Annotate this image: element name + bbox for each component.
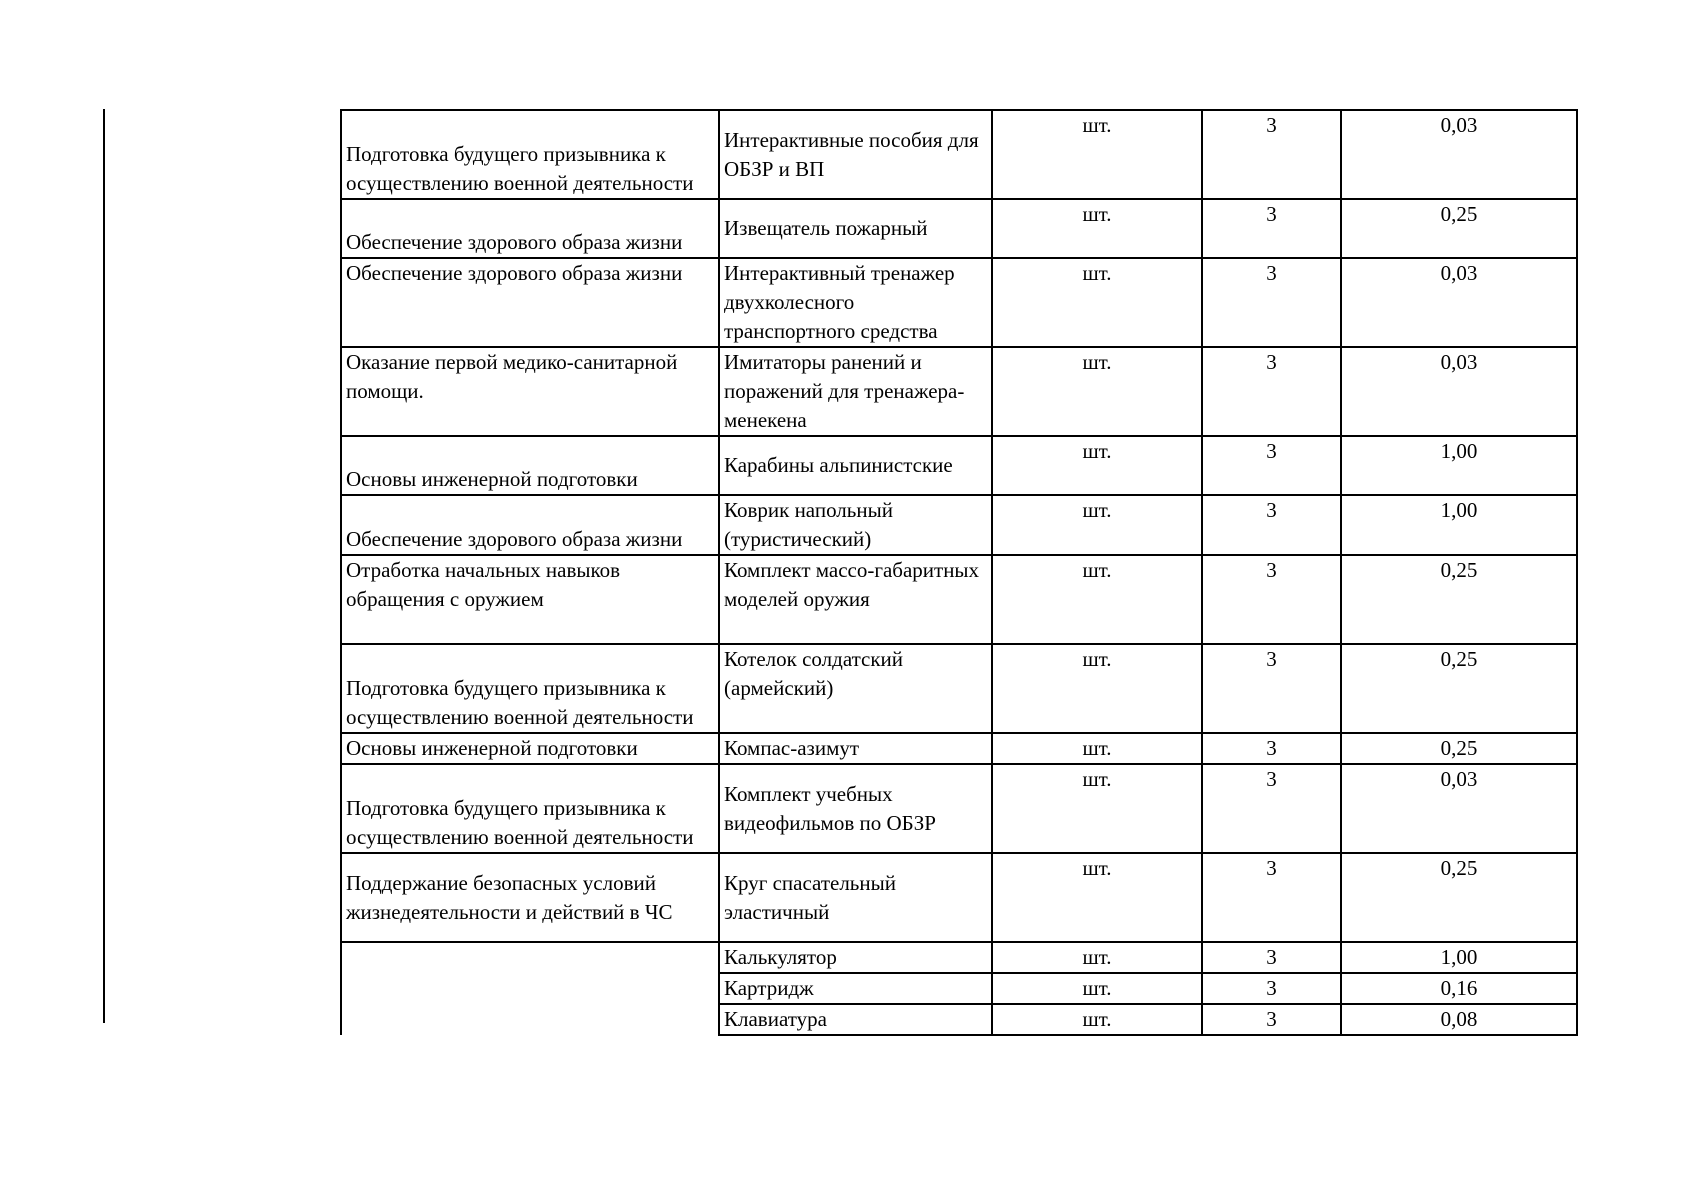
item-cell: Картридж [719,973,992,1004]
table-row [341,733,1577,764]
item-cell: Коврик напольный (туристический) [719,495,992,555]
qty-cell: 3 [1202,347,1341,436]
unit-cell: шт. [992,1004,1202,1035]
qty-cell: 3 [1202,853,1341,942]
norm-cell: 1,00 [1341,495,1577,555]
norm-cell: 0,25 [1341,733,1577,764]
table-row [341,644,1577,733]
section-cell: Подготовка будущего призывника к осуществлению военной деятельности [341,110,719,199]
table-row [341,199,1577,258]
item-cell: Клавиатура [719,1004,992,1035]
table-row [341,973,1577,1004]
table-row [341,110,1577,199]
section-cell: Обеспечение здорового образа жизни [341,495,719,555]
item-cell: Комплект учебных видеофильмов по ОБЗР [719,764,992,853]
section-cell: Основы инженерной подготовки [341,733,719,764]
unit-cell: шт. [992,733,1202,764]
qty-cell: 3 [1202,733,1341,764]
qty-cell: 3 [1202,199,1341,258]
item-cell: Имитаторы ранений и поражений для тренажера-менекена [719,347,992,436]
norm-cell: 0,03 [1341,110,1577,199]
norm-cell: 0,25 [1341,199,1577,258]
qty-cell: 3 [1202,764,1341,853]
section-cell: Отработка начальных навыков обращения с оружием [341,555,719,644]
section-cell: Обеспечение здорового образа жизни [341,199,719,258]
table-row [341,495,1577,555]
table-row [341,942,1577,973]
table-row [341,555,1577,644]
table-row [341,764,1577,853]
unit-cell: шт. [992,258,1202,347]
table-row [341,436,1577,495]
unit-cell: шт. [992,644,1202,733]
item-cell: Интерактивные пособия для ОБЗР и ВП [719,110,992,199]
unit-cell: шт. [992,973,1202,1004]
qty-cell: 3 [1202,110,1341,199]
norm-cell: 0,16 [1341,973,1577,1004]
equipment-table [340,109,1578,1036]
qty-cell: 3 [1202,436,1341,495]
norm-cell: 0,25 [1341,644,1577,733]
qty-cell: 3 [1202,495,1341,555]
item-cell: Комплект массо-габаритных моделей оружия [719,555,992,644]
qty-cell: 3 [1202,942,1341,973]
table-row [341,347,1577,436]
item-cell: Интерактивный тренажер двухколесного транспортного средства [719,258,992,347]
section-cell [341,1004,719,1035]
unit-cell: шт. [992,942,1202,973]
unit-cell: шт. [992,764,1202,853]
unit-cell: шт. [992,853,1202,942]
table-row [341,853,1577,942]
section-cell: Оказание первой медико-санитарной помощи. [341,347,719,436]
unit-cell: шт. [992,555,1202,644]
item-cell: Извещатель пожарный [719,199,992,258]
section-cell [341,973,719,1004]
table-row [341,1004,1577,1035]
item-cell: Круг спасательный эластичный [719,853,992,942]
table-row [341,258,1577,347]
qty-cell: 3 [1202,1004,1341,1035]
section-cell: Подготовка будущего призывника к осуществлению военной деятельности [341,644,719,733]
section-cell: Поддержание безопасных условий жизнедеятельности и действий в ЧС [341,853,719,942]
unit-cell: шт. [992,110,1202,199]
norm-cell: 1,00 [1341,436,1577,495]
unit-cell: шт. [992,347,1202,436]
norm-cell: 0,08 [1341,1004,1577,1035]
norm-cell: 0,03 [1341,347,1577,436]
unit-cell: шт. [992,495,1202,555]
norm-cell: 0,03 [1341,764,1577,853]
section-cell: Подготовка будущего призывника к осуществлению военной деятельности [341,764,719,853]
qty-cell: 3 [1202,555,1341,644]
qty-cell: 3 [1202,973,1341,1004]
norm-cell: 0,25 [1341,853,1577,942]
unit-cell: шт. [992,199,1202,258]
item-cell: Котелок солдатский (армейский) [719,644,992,733]
section-cell: Основы инженерной подготовки [341,436,719,495]
left-margin-rule [103,109,105,1023]
norm-cell: 1,00 [1341,942,1577,973]
unit-cell: шт. [992,436,1202,495]
norm-cell: 0,25 [1341,555,1577,644]
qty-cell: 3 [1202,258,1341,347]
item-cell: Компас-азимут [719,733,992,764]
section-cell [341,942,719,973]
norm-cell: 0,03 [1341,258,1577,347]
item-cell: Карабины альпинистские [719,436,992,495]
item-cell: Калькулятор [719,942,992,973]
section-cell: Обеспечение здорового образа жизни [341,258,719,347]
qty-cell: 3 [1202,644,1341,733]
